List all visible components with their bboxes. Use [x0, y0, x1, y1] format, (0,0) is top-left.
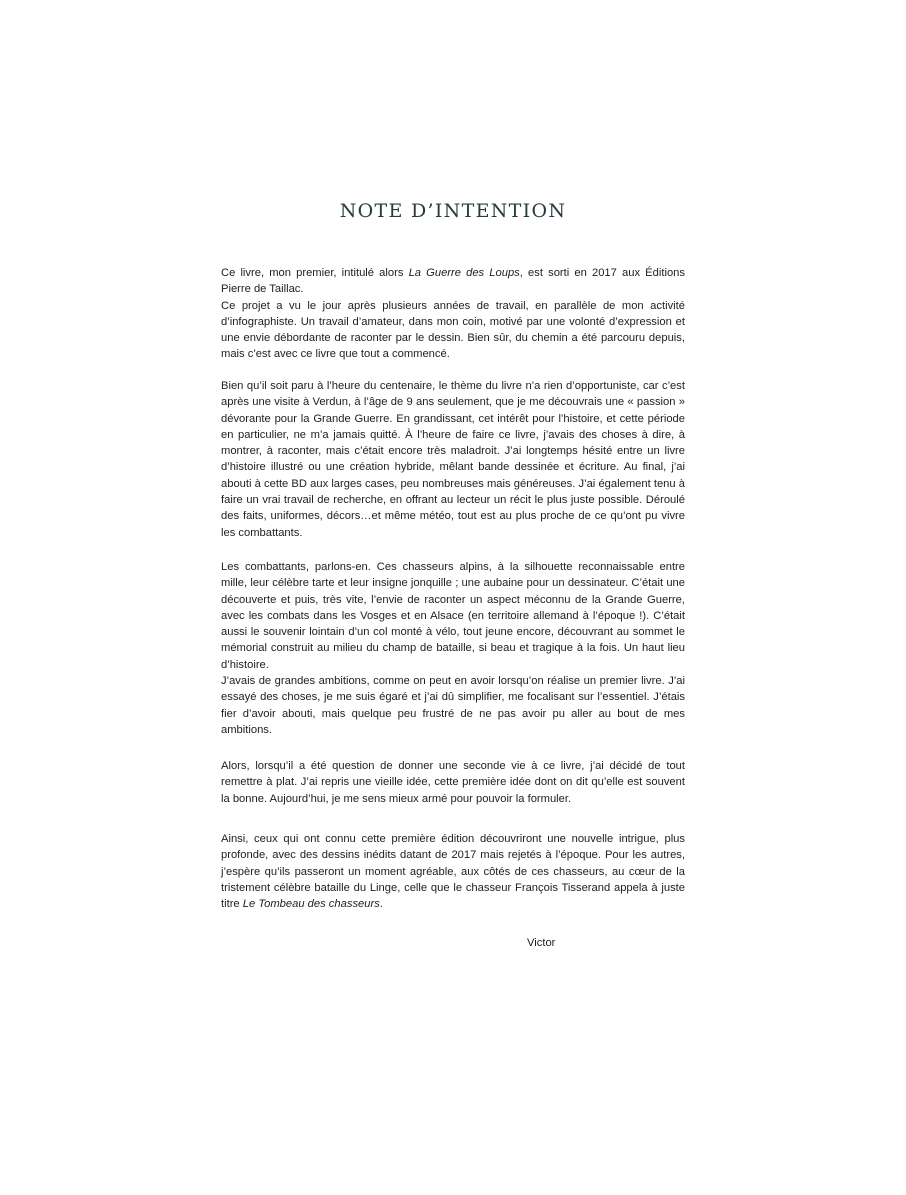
page-title: NOTE D’INTENTION [339, 200, 567, 222]
paragraph [221, 831, 685, 912]
paragraph-block-5 [221, 831, 685, 912]
book-title-italic: Le Tombeau des chasseurs [242, 898, 380, 911]
author-signature: Victor [527, 937, 556, 949]
paragraph: Alors, lorsqu’il a été question de donner une seconde vie à ce livre, j’ai décidé de tout remettre à plat. J’ai repris une vieille idée, cette première idée dont on dit qu’elle est souvent la bonne. Aujourd’hui, je me sens mieux armé pour pouvoir la formuler. [221, 760, 685, 805]
paragraph [221, 265, 685, 298]
book-title-italic: La Guerre des Loups [408, 267, 520, 279]
text-run: Ainsi, ceux qui ont connu cette première édition découvriront une nouvelle intrigue, plus profonde, avec des dessins inédits datant de 2017 mais rejetés à l’époque. Pour les autres, j’espère qu’ils passeront un moment agréable, aux côtés de ces chasseurs, au cœur de la tristement célèbre bataille du Linge, celle que le chasseur François Tisserand appela à juste titre [221, 833, 685, 911]
text-run: . [379, 898, 383, 911]
paragraph: J’avais de grandes ambitions, comme on peut en avoir lorsqu’on réalise un premier livre. J’ai essayé des choses, je me suis égaré et j’ai dû simplifier, me focalisant sur l’essentiel. J’étais fier d’avoir abouti, mais quelque peu frustré de ne pas avoir pu aller au bout de mes ambitions. [221, 675, 685, 736]
text-run: , est sorti en 2017 aux Éditions Pierre de Taillac. [221, 267, 685, 296]
paragraph: Bien qu’il soit paru à l’heure du centenaire, le thème du livre n’a rien d’opportuniste, car c’est après une visite à Verdun, à l’âge de 9 ans seulement, que je me découvrais une « passion » dévorante pour la Grande Guerre. En grandissant, cet intérêt pour l’histoire, et cette période en particulier, ne m’a jamais quitté. À l’heure de faire ce livre, j’avais des choses à dire, à montrer, à raconter, mais c’était encore très maladroit. J’ai longtemps hésité entre un livre d’histoire illustré ou une création hybride, mêlant bande dessinée et écriture. Au final, j’ai abouti à cette BD aux larges cases, peu nombreuses mais généreuses. J’ai également tenu à faire un vrai travail de recherche, en offrant au lecteur un récit le plus juste possible. Déroulé des faits, uniformes, décors…et même météo, tout est au plus proche de ce qu’ont pu vivre les combattants. [221, 380, 685, 539]
paragraph-block-4 [221, 758, 685, 807]
paragraph: Les combattants, parlons-en. Ces chasseurs alpins, à la silhouette reconnaissable entre mille, leur célèbre tarte et leur insigne jonquille ; une aubaine pour un dessinateur. C’était une découverte et puis, très vite, l’envie de raconter un aspect méconnu de la Grande Guerre, avec les combats dans les Vosges et en Alsace (en territoire allemand à l’époque !). C’était aussi le souvenir lointain d’un col monté à vélo, tout jeune encore, découvrant au sommet le mémorial construit au milieu du champ de bataille, si beau et tragique à la fois. Un haut lieu d’histoire. [221, 561, 685, 671]
paragraph-block-1 [221, 265, 685, 363]
text-run: Ce livre, mon premier, intitulé alors [221, 267, 409, 279]
paragraph-block-2 [221, 378, 685, 541]
paragraph: Ce projet a vu le jour après plusieurs années de travail, en parallèle de mon activité d’infographiste. Un travail d’amateur, dans mon coin, motivé par une volonté d’expression et une envie débordante de raconter par le dessin. Bien sûr, du chemin a été parcouru depuis, mais c’est avec ce livre que tout a commencé. [221, 299, 685, 361]
paragraph-block-3 [221, 559, 685, 738]
